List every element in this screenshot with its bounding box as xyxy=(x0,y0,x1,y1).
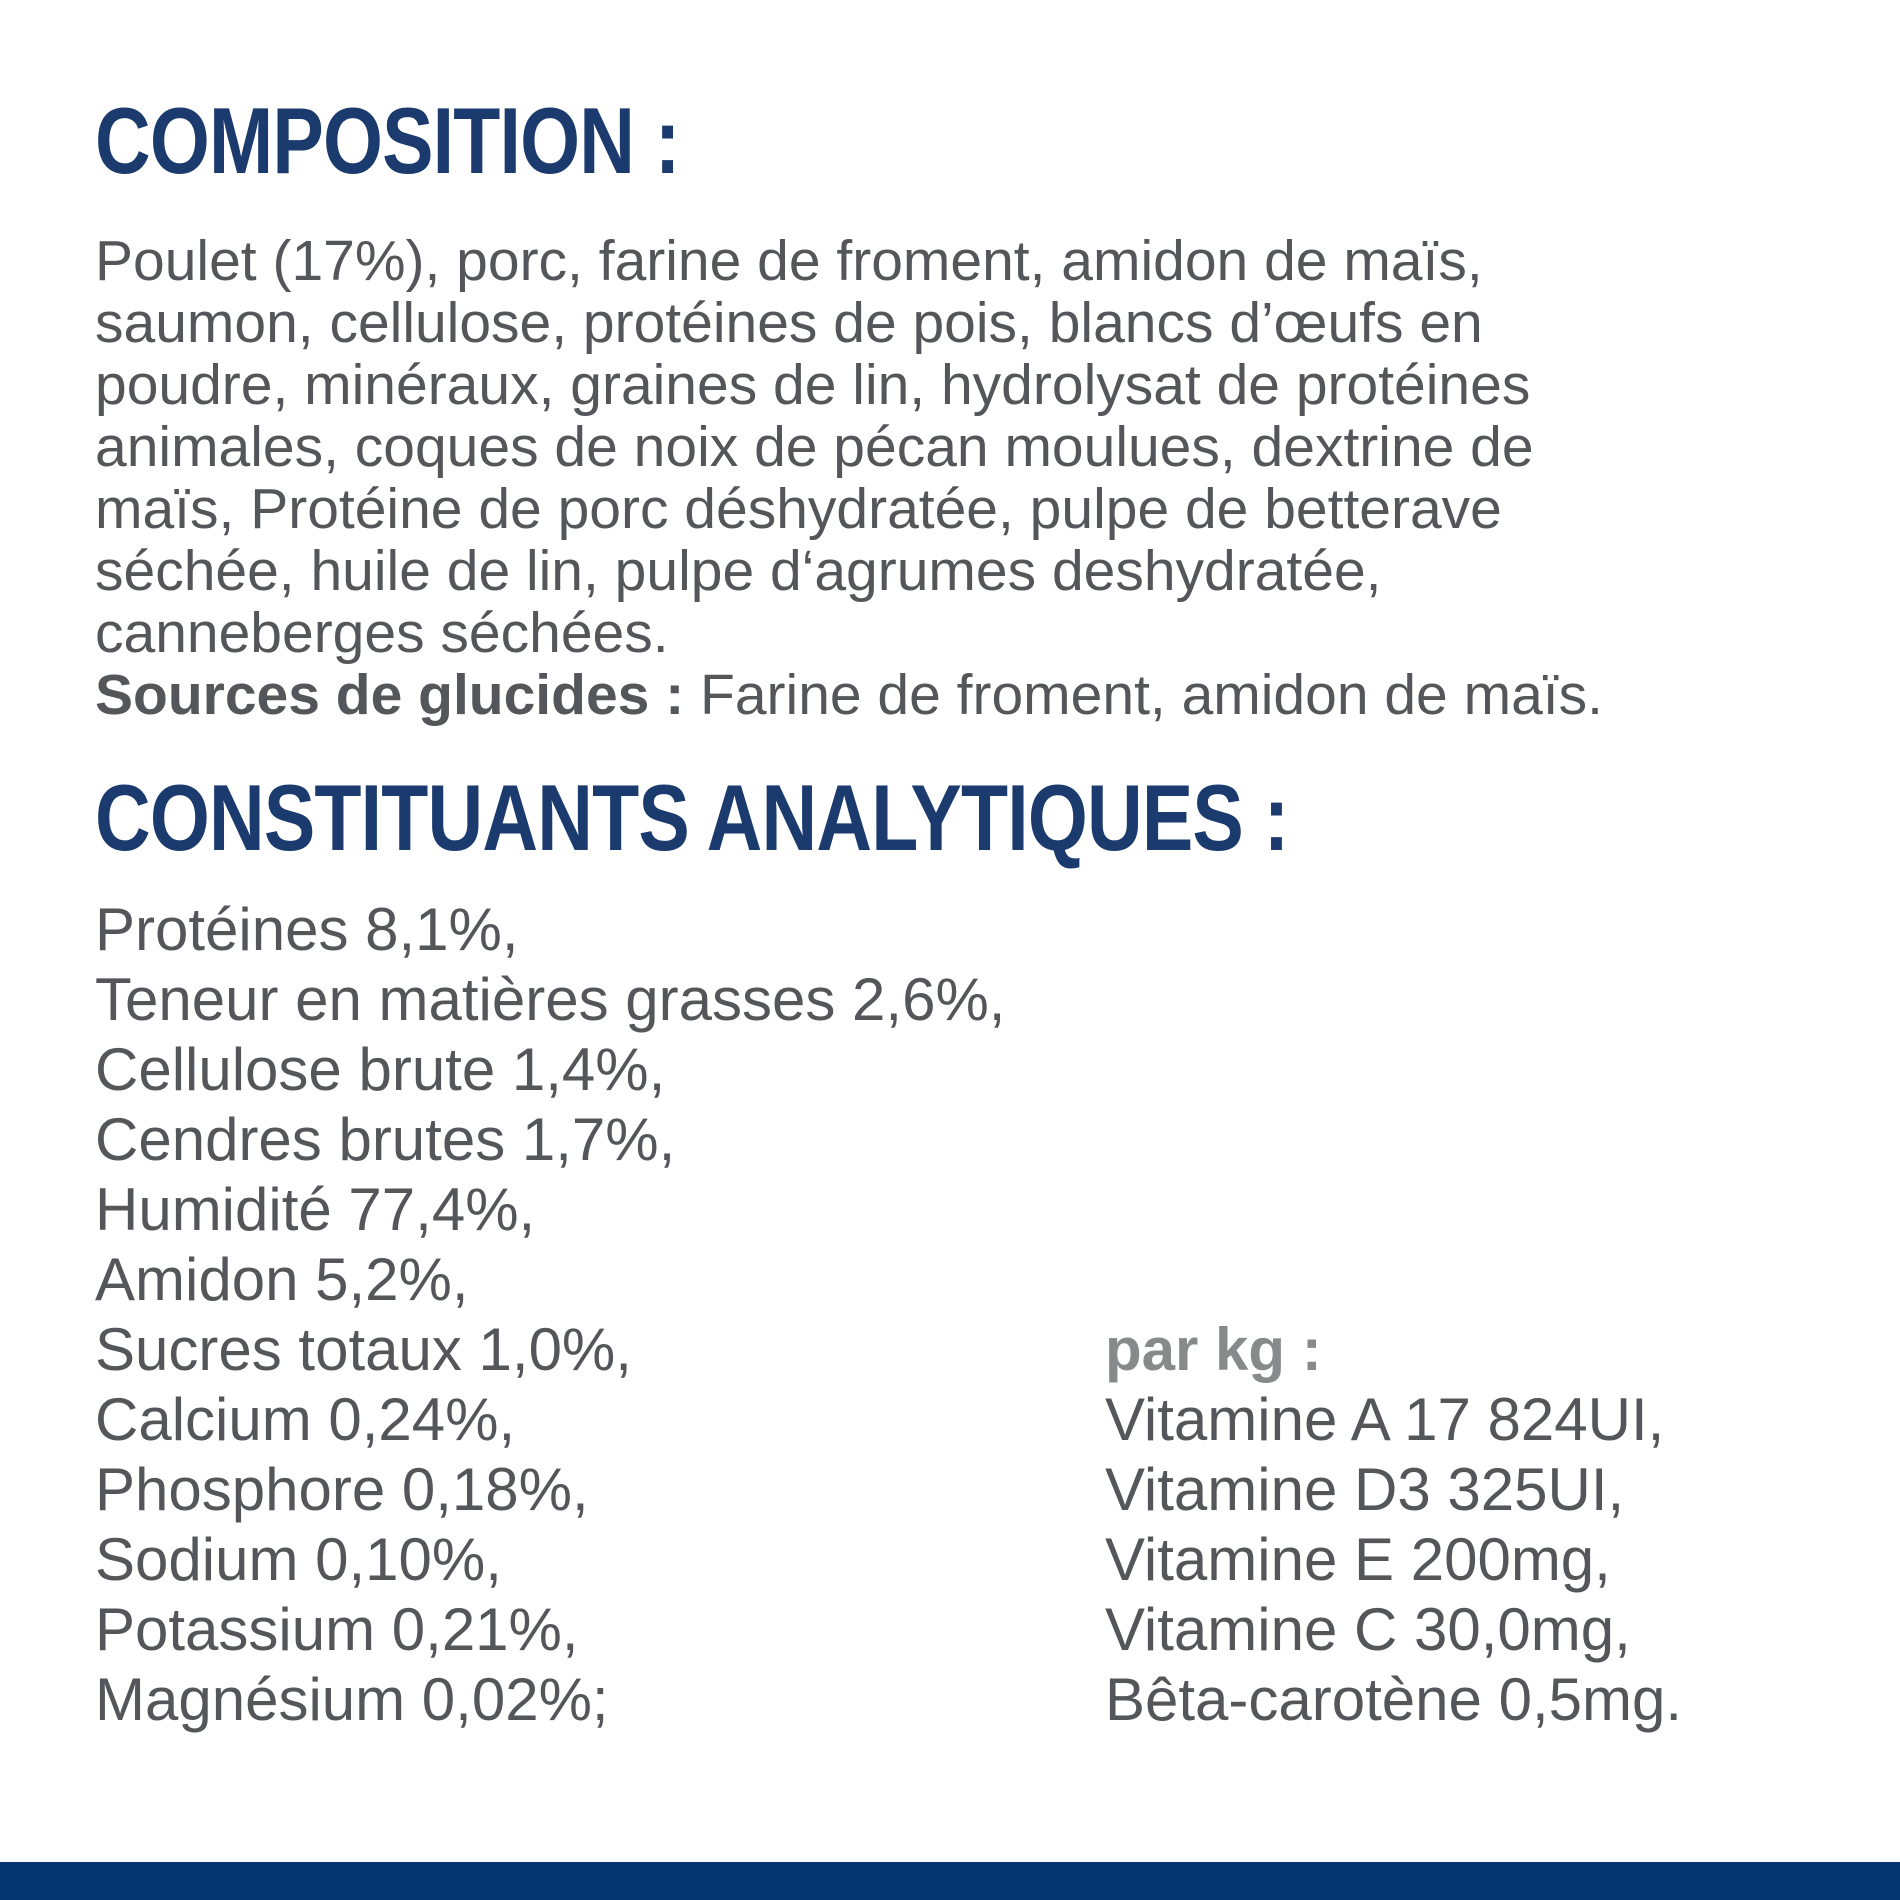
constituent-line: Protéines 8,1%, xyxy=(95,896,519,963)
per-kg-label: par kg : xyxy=(1105,1316,1322,1383)
ingredient-line: animales, coques de noix de pécan moulues, dextrine de xyxy=(95,415,1534,479)
vitamin-line: Vitamine E 200mg, xyxy=(1105,1526,1611,1593)
constituent-line: Calcium 0,24%, xyxy=(95,1386,516,1453)
ingredient-line: maïs, Protéine de porc déshydratée, pulpe de betterave xyxy=(95,477,1502,541)
composition-paragraph xyxy=(95,230,1840,726)
bottom-accent-bar xyxy=(0,1862,1900,1900)
analytical-constituents xyxy=(95,895,1840,1735)
ingredient-line: poudre, minéraux, graines de lin, hydrolysat de protéines xyxy=(95,353,1531,417)
constituent-line: Magnésium 0,02%; xyxy=(95,1666,609,1733)
constituent-line: Amidon 5,2%, xyxy=(95,1246,469,1313)
carb-sources-line xyxy=(95,664,1840,726)
analytical-constituents-heading: CONSTITUANTS ANALYTIQUES : xyxy=(95,765,1289,870)
constituent-line: Sucres totaux 1,0%, xyxy=(95,1316,632,1383)
composition-heading: COMPOSITION : xyxy=(95,88,680,193)
vitamin-line: Vitamine A 17 824UI, xyxy=(1105,1386,1665,1453)
constituents-list xyxy=(95,895,1105,1735)
ingredient-line: séchée, huile de lin, pulpe d‘agrumes deshydratée, xyxy=(95,539,1382,603)
vitamin-line: Bêta-carotène 0,5mg. xyxy=(1105,1666,1683,1733)
constituent-line: Cendres brutes 1,7%, xyxy=(95,1106,676,1173)
constituent-line: Phosphore 0,18%, xyxy=(95,1456,589,1523)
constituent-line: Teneur en matières grasses 2,6%, xyxy=(95,966,1006,1033)
ingredient-line: Poulet (17%), porc, farine de froment, amidon de maïs, xyxy=(95,229,1483,293)
ingredient-line: saumon, cellulose, protéines de pois, blancs d’œufs en xyxy=(95,291,1483,355)
constituent-line: Humidité 77,4%, xyxy=(95,1176,536,1243)
carb-sources-label: Sources de glucides : xyxy=(95,663,685,727)
label-content xyxy=(0,88,1900,1735)
vitamin-line: Vitamine D3 325UI, xyxy=(1105,1456,1625,1523)
constituent-line: Cellulose brute 1,4%, xyxy=(95,1036,666,1103)
constituent-line: Potassium 0,21%, xyxy=(95,1596,579,1663)
ingredient-line: canneberges séchées. xyxy=(95,601,669,665)
per-kg-list xyxy=(1105,1315,1682,1735)
carb-sources-text: Farine de froment, amidon de maïs. xyxy=(684,663,1603,727)
vitamin-line: Vitamine C 30,0mg, xyxy=(1105,1596,1631,1663)
constituent-line: Sodium 0,10%, xyxy=(95,1526,502,1593)
